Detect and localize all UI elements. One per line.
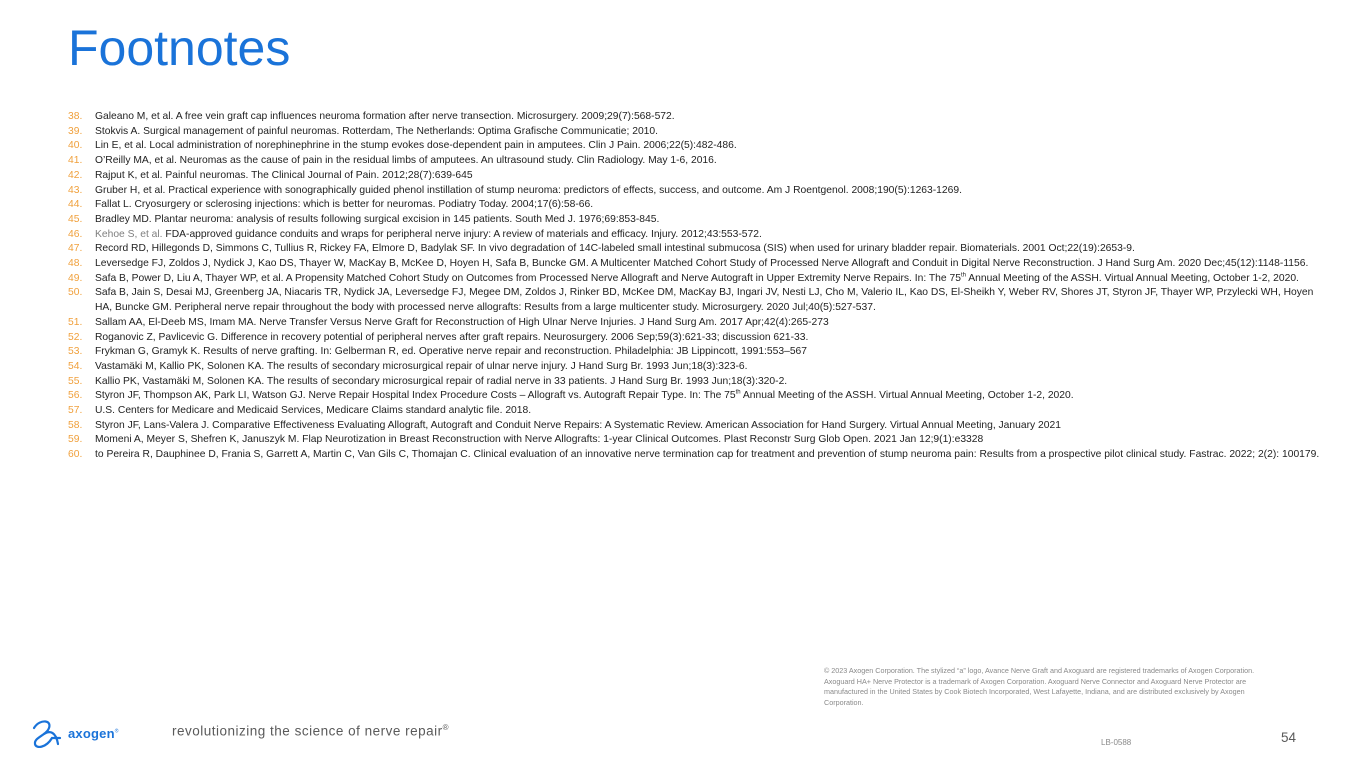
reference-item (68, 154, 1330, 169)
reference-item (68, 272, 1330, 287)
reference-body: Styron JF, Thompson AK, Park LI, Watson GJ. Nerve Repair Hospital Index Procedure Costs – Allograft vs. Autograft Repair Type. In: The 75 (95, 390, 736, 402)
reference-text (95, 228, 1330, 243)
reference-item (68, 345, 1330, 360)
reference-item (68, 286, 1330, 315)
reference-body: Gruber H, et al. Practical experience with sonographically guided phenol instillation of stump neuroma: predictors of effects, success, and outcome. Am J Roentgenol. 2008;190(5):1263-1269. (95, 184, 962, 196)
reference-item (68, 389, 1330, 404)
reference-number: 53. (68, 346, 83, 358)
reference-number: 56. (68, 390, 83, 402)
reference-item (68, 360, 1330, 375)
reference-item (68, 404, 1330, 419)
reference-text (95, 169, 1330, 184)
reference-body: Styron JF, Lans-Valera J. Comparative Effectiveness Evaluating Allograft, Autograft and Conduit Nerve Repairs: A Systematic Review. American Association for Hand Surgery. Virtual Annual Meeting, January 2021 (95, 419, 1061, 431)
reference-item (68, 228, 1330, 243)
reference-number: 49. (68, 272, 83, 284)
reference-body: O’Reilly MA, et al. Neuromas as the cause of pain in the residual limbs of amputees. An ultrasound study. Clin Radiology. May 1-6, 2016. (95, 155, 717, 167)
reference-text (95, 404, 1330, 419)
reference-number: 51. (68, 316, 83, 328)
ordinal-superscript: th (960, 272, 966, 279)
reference-number: 57. (68, 405, 83, 417)
reference-item (68, 125, 1330, 140)
reference-number: 55. (68, 375, 83, 387)
reference-body: Vastamäki M, Kallio PK, Solonen KA. The results of secondary microsurgical repair of ulnar nerve injury. J Hand Surg Br. 1993 Jun;18(3):323-6. (95, 360, 748, 372)
reference-item (68, 139, 1330, 154)
reference-text (95, 242, 1330, 257)
reference-body: Rajput K, et al. Painful neuromas. The Clinical Journal of Pain. 2012;28(7):639-645 (95, 169, 473, 181)
reference-body: Frykman G, Gramyk K. Results of nerve grafting. In: Gelberman R, ed. Operative nerve repair and reconstruction. Philadelphia: JB Lippincott, 1991:553–567 (95, 346, 807, 358)
reference-number: 41. (68, 155, 83, 167)
reference-number: 45. (68, 213, 83, 225)
reference-body: Stokvis A. Surgical management of painful neuromas. Rotterdam, The Netherlands: Optima Grafische Communicatie; 2010. (95, 125, 658, 137)
axogen-logo (30, 716, 119, 750)
axogen-logo-icon (30, 716, 64, 750)
reference-item (68, 433, 1330, 448)
reference-body: Leversedge FJ, Zoldos J, Nydick J, Kao DS, Thayer W, MacKay B, McKee D, Hoyen H, Safa B, Buncke GM. A Multicenter Matched Cohort Study of Processed Nerve Allograft and Conduit in Digital Nerve Reconstruction. J Hand Surg Am. 2020 Dec;45(12):1148-1156. (95, 258, 1309, 270)
reference-item (68, 448, 1330, 463)
reference-body: Record RD, Hillegonds D, Simmons C, Tullius R, Rickey FA, Elmore D, Badylak SF. In vivo degradation of 14C-labeled small intestinal submucosa (SIS) when used for urinary bladder repair. Biomaterials. 2001 Oct;22(19):2653-9. (95, 243, 1135, 255)
reference-body-continued: Annual Meeting of the ASSH. Virtual Annual Meeting, October 1-2, 2020. (965, 272, 1299, 284)
tagline: revolutionizing the science of nerve repair® (172, 723, 450, 739)
reference-text (95, 272, 1330, 287)
reference-number: 59. (68, 434, 83, 446)
reference-number: 38. (68, 111, 83, 122)
reference-item (68, 331, 1330, 346)
reference-number: 60. (68, 449, 83, 461)
reference-text (95, 139, 1330, 154)
reference-number: 54. (68, 360, 83, 372)
reference-item (68, 169, 1330, 184)
reference-number: 44. (68, 199, 83, 211)
reference-item (68, 242, 1330, 257)
reference-item (68, 375, 1330, 390)
reference-body: to Pereira R, Dauphinee D, Frania S, Garrett A, Martin C, Van Gils C, Thomajan C. Clinical evaluation of an innovative nerve termination cap for treatment and prevention of stump neuroma pain: Results from a prospective pilot clinical study. Fastrac. 2022; 2(2): 100179. (95, 449, 1320, 461)
reference-number: 39. (68, 125, 83, 137)
reference-number: 46. (68, 228, 83, 240)
reference-body: Safa B, Jain S, Desai MJ, Greenberg JA, Niacaris TR, Nydick JA, Leversedge FJ, Megee DM, Zoldos J, Rinker BD, McKee DM, MacKay BJ, Ingari JV, Nesti LJ, Cho M, Valerio IL, Kao DS, El-Sheikh Y, Weber RV, Shores JT, Styron JF, Thayer WP, Przylecki WH, Hoyen HA, Buncke GM. Peripheral nerve repair throughout the body with processed nerve allografts: Results from a large multicenter study. Microsurgery. 2020 Jul;40(5):527-537. (95, 287, 1314, 314)
reference-item (68, 110, 1330, 125)
reference-text (95, 125, 1330, 140)
reference-item (68, 198, 1330, 213)
reference-text (95, 419, 1330, 434)
reference-text (95, 154, 1330, 169)
reference-text (95, 213, 1330, 228)
reference-text (95, 389, 1330, 404)
reference-list (68, 110, 1330, 463)
reference-text (95, 360, 1330, 375)
reference-body: Momeni A, Meyer S, Shefren K, Januszyk M. Flap Neurotization in Breast Reconstruction with Nerve Allografts: 1-year Clinical Outcomes. Plast Reconstr Surg Glob Open. 2021 Jan 12;9(1):e3328 (95, 434, 984, 446)
reference-body: FDA-approved guidance conduits and wraps for peripheral nerve injury: A review of materials and efficacy. Injury. 2012;43:553-572. (162, 228, 762, 240)
reference-number: 48. (68, 258, 83, 270)
reference-body: Fallat L. Cryosurgery or sclerosing injections: which is better for neuromas. Podiatry Today. 2004;17(6):58-66. (95, 199, 594, 211)
reference-number: 50. (68, 287, 83, 299)
reference-body: Sallam AA, El-Deeb MS, Imam MA. Nerve Transfer Versus Nerve Graft for Reconstruction of High Ulnar Nerve Injuries. J Hand Surg Am. 2017 Apr;42(4):265-273 (95, 316, 829, 328)
reference-item (68, 257, 1330, 272)
reference-body: Galeano M, et al. A free vein graft cap influences neuroma formation after nerve transection. Microsurgery. 2009;29(7):568-572. (95, 111, 675, 122)
reference-text (95, 286, 1330, 315)
reference-text (95, 375, 1330, 390)
reference-text (95, 316, 1330, 331)
reference-text (95, 257, 1330, 272)
reference-number: 43. (68, 184, 83, 196)
reference-number: 42. (68, 169, 83, 181)
reference-text (95, 198, 1330, 213)
reference-text (95, 448, 1330, 463)
reference-item (68, 316, 1330, 331)
reference-body: Roganovic Z, Pavlicevic G. Difference in recovery potential of peripheral nerves after graft repairs. Neurosurgery. 2006 Sep;59(3):621-33; discussion 621-33. (95, 331, 809, 343)
copyright-notice: © 2023 Axogen Corporation. The stylized “a” logo, Avance Nerve Graft and Axoguard are registered trademarks of Axogen Corporation. Axoguard HA+ Nerve Protector is a trademark of Axogen Corporation. Axoguard Nerve Connector and Axoguard Nerve Protector are manufactured in the United States by Cook Biotech Incorporated, West Lafayette, Indiana, and are distributed exclusively by Axogen Corporation. (824, 666, 1255, 707)
reference-body: Lin E, et al. Local administration of norephinephrine in the stump evokes dose-dependent pain in amputees. Clin J Pain. 2006;22(5):482-486. (95, 140, 737, 152)
reference-text (95, 184, 1330, 199)
document-id: LB-0588 (1101, 738, 1132, 747)
reference-number: 40. (68, 140, 83, 152)
reference-body: Bradley MD. Plantar neuroma: analysis of results following surgical excision in 145 patients. South Med J. 1976;69:853-845. (95, 213, 660, 225)
reference-body: Kallio PK, Vastamäki M, Solonen KA. The results of secondary microsurgical repair of radial nerve in 33 patients. J Hand Surg Br. 1993 Jun;18(3):320-2. (95, 375, 788, 387)
reference-text (95, 331, 1330, 346)
reference-item (68, 419, 1330, 434)
reference-author-prefix: Kehoe S, et al. (95, 228, 163, 240)
page-title: Footnotes (68, 20, 291, 76)
reference-item (68, 213, 1330, 228)
reference-number: 52. (68, 331, 83, 343)
reference-number: 47. (68, 243, 83, 255)
reference-text (95, 110, 1330, 125)
reference-text (95, 433, 1330, 448)
reference-body: Safa B, Power D, Liu A, Thayer WP, et al. A Propensity Matched Cohort Study on Outcomes from Processed Nerve Allograft and Nerve Autograft in Upper Extremity Nerve Repairs. In: The 75 (95, 272, 961, 284)
logo-wordmark: axogen® (68, 725, 119, 741)
reference-body: U.S. Centers for Medicare and Medicaid Services, Medicare Claims standard analytic file. 2018. (95, 405, 532, 417)
page-number: 54 (1281, 730, 1297, 745)
reference-text (95, 345, 1330, 360)
reference-number: 58. (68, 419, 83, 431)
reference-body-continued: Annual Meeting of the ASSH. Virtual Annual Meeting, October 1-2, 2020. (740, 390, 1074, 402)
ordinal-superscript: th (735, 389, 741, 396)
reference-item (68, 184, 1330, 199)
